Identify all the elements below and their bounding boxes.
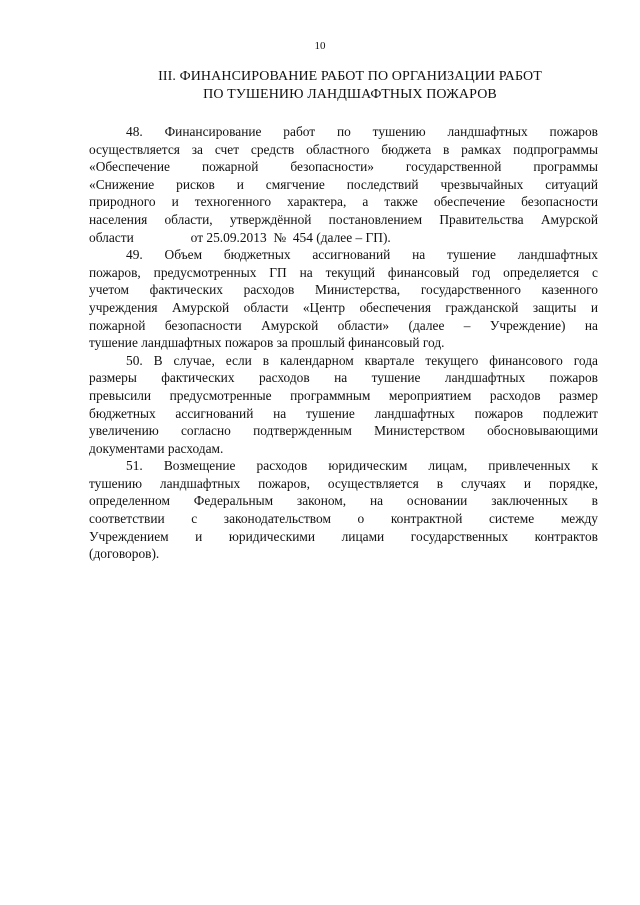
paragraph-49 bbox=[89, 246, 598, 352]
paragraph-line: природного и техногенного характера, а также обеспечение безопасности bbox=[89, 194, 598, 210]
paragraph-line: учреждения Амурской области «Центр обеспечения гражданской защиты и bbox=[89, 299, 598, 315]
paragraph-line: осуществляется за счет средств областного бюджета в рамках подпрограммы bbox=[89, 141, 598, 157]
paragraph-line: «Снижение рисков и смягчение последствий чрезвычайных ситуаций bbox=[89, 176, 598, 192]
paragraph-line: соответствии с законодательством о контрактной системе между bbox=[89, 511, 598, 527]
paragraph-48 bbox=[89, 123, 598, 246]
section-title-line-2: ПО ТУШЕНИЮ ЛАНДШАФТНЫХ ПОЖАРОВ bbox=[203, 87, 497, 102]
paragraph-line: документами расходам. bbox=[89, 440, 224, 456]
paragraph-line: определенном Федеральным законом, на основании заключенных в bbox=[89, 493, 598, 509]
paragraph-line: пожаров, предусмотренных ГП на текущий финансовый год определяется с bbox=[89, 264, 598, 280]
paragraph-line: тушение ландшафтных пожаров за прошлый финансовый год. bbox=[89, 335, 445, 351]
paragraph-line: Учреждением и юридическими лицами государственных контрактов bbox=[89, 528, 598, 544]
paragraph-line: (договоров). bbox=[89, 546, 160, 562]
paragraph-line: пожарной безопасности Амурской области» (далее – Учреждение) на bbox=[89, 317, 598, 333]
paragraph-line: населения области, утверждённой постановлением Правительства Амурской bbox=[89, 211, 598, 227]
paragraph-line: превысили предусмотренные программным мероприятием расходов размер bbox=[89, 387, 598, 403]
page-number: 10 bbox=[314, 40, 326, 52]
document-body bbox=[89, 123, 598, 563]
paragraph-line: 50. В случае, если в календарном квартале текущего финансового года bbox=[126, 352, 598, 368]
paragraph-line: бюджетных ассигнований на тушение ландшафтных пожаров подлежит bbox=[89, 405, 598, 421]
paragraph-line: 51. Возмещение расходов юридическим лицам, привлеченных к bbox=[126, 458, 598, 474]
section-title-line-1: III. ФИНАНСИРОВАНИЕ РАБОТ ПО ОРГАНИЗАЦИИ РАБОТ bbox=[158, 69, 542, 84]
paragraph-line: 48. Финансирование работ по тушению ландшафтных пожаров bbox=[126, 124, 598, 139]
paragraph-line: учетом фактических расходов Министерства, государственного казенного bbox=[89, 282, 598, 298]
paragraph-50 bbox=[89, 352, 598, 458]
paragraph-51 bbox=[89, 457, 598, 563]
paragraph-line: области от 25.09.2013 № 454 (далее – ГП). bbox=[89, 229, 391, 245]
section-title bbox=[90, 68, 610, 104]
paragraph-line: тушению ландшафтных пожаров, осуществляется в случаях и порядке, bbox=[89, 475, 598, 491]
paragraph-line: 49. Объем бюджетных ассигнований на тушение ландшафтных bbox=[126, 247, 598, 263]
paragraph-line: размеры фактических расходов на тушение ландшафтных пожаров bbox=[89, 370, 598, 386]
paragraph-line: «Обеспечение пожарной безопасности» государственной программы bbox=[89, 159, 598, 175]
paragraph-line: увеличению согласно подтвержденным Министерством обосновывающими bbox=[89, 423, 598, 439]
